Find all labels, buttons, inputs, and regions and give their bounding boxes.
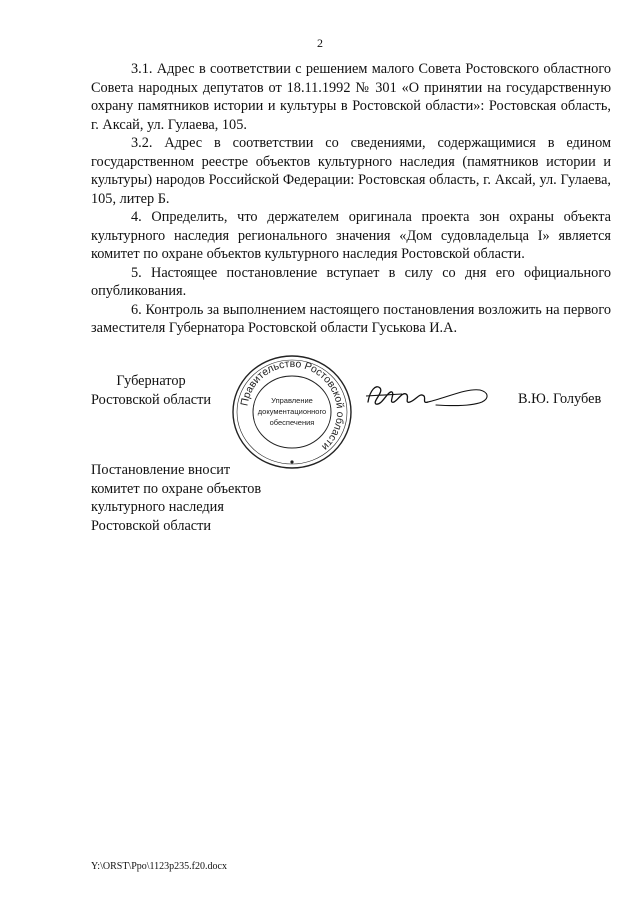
signer-title [91,372,211,409]
note-line-1: Постановление вносит [91,462,231,478]
official-stamp [229,353,355,471]
stamp-ring-text: Правительство Ростовской области [238,357,347,453]
note-line-4: Ростовской области [91,517,212,534]
stamp-dot [290,460,293,463]
paragraph-3-2: 3.2. Адрес в соответствии со сведениями, содержащимися в едином государственном реестре объектов культурного наследия (памятников истории и культуры) народов Российской Федерации: Ростовская область, г. Аксай, ул. Гулаева, 105, литер Б. [91,135,611,207]
stamp-center-line-1: Управление [271,396,313,405]
file-path-footer: Y:\ORST\Ppo\1123p235.f20.docx [91,861,227,872]
stamp-center-line-2: документационного [257,407,327,416]
signer-title-line-2: Ростовской области [91,391,212,408]
paragraph-5: 5. Настоящее постановление вступает в силу со дня его официального опубликования. [91,264,611,299]
submitter-note [91,461,261,535]
note-line-2: комитет по охране объектов [91,480,262,497]
page-number: 2 [317,36,323,50]
paragraph-3-1: 3.1. Адрес в соответствии с решением малого Совета Ростовского областного Совета народных депутатов от 18.11.1992 № 301 «О принятии на государственную охрану памятников истории и культуры в Ростовской области»: Ростовская область, г. Аксай, ул. Гулаева, 105. [91,61,611,133]
stamp-center-line-3: обеспечения [269,418,315,427]
document-body [91,60,611,338]
paragraph-4: 4. Определить, что держателем оригинала проекта зон охраны объекта культурного наследия регионального значения «Дом судовладельца I» является комитет по охране объектов культурного наследия Ростовской области. [91,209,611,262]
paragraph-6: 6. Контроль за выполнением настоящего постановления возложить на первого заместителя Губернатора Ростовской области Гуськова И.А. [91,301,611,336]
signature-block [0,350,640,470]
signer-name: В.Ю. Голубев [518,391,602,407]
handwritten-signature [362,380,492,410]
signer-title-line-1: Губернатор [116,373,186,389]
note-line-3: культурного наследия [91,499,224,515]
